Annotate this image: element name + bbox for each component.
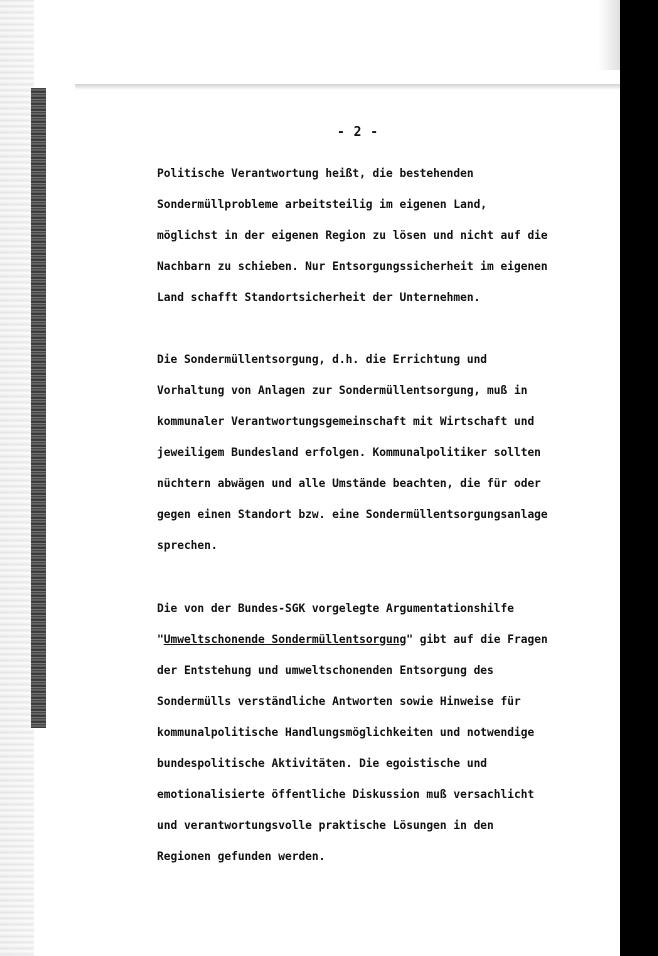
quote-close-continuation: " gibt auf die Fragen (406, 632, 548, 646)
scan-binding-strip (31, 88, 46, 728)
paragraph-1 (157, 150, 577, 321)
paragraph-3-line-6: bundespolitische Aktivitäten. Die egoistische und (157, 756, 488, 770)
paragraph-1-line-2: Sondermüllprobleme arbeitsteilig im eigenen Land, (157, 197, 488, 211)
paragraph-2-line-4: jeweiligem Bundesland erfolgen. Kommunalpolitiker sollten (157, 446, 541, 459)
paragraph-1-line-1: Politische Verantwortung heißt, die bestehenden (157, 166, 474, 180)
paragraph-1-line-4: Nachbarn zu schieben. Nur Entsorgungssicherheit im eigenen (157, 259, 548, 273)
page-number: - 2 - (337, 125, 379, 140)
paragraph-3-line-7: emotionalisierte öffentliche Diskussion muß versachlicht (157, 787, 535, 801)
paragraph-3 (157, 585, 577, 880)
paragraph-3-line-4: Sondermülls verständliche Antworten sowie Hinweise für (157, 694, 521, 708)
paragraph-1-line-5: Land schafft Standortsicherheit der Unternehmen. (157, 290, 481, 304)
paragraph-2-line-5: nüchtern abwägen und alle Umstände beachten, die für oder (157, 477, 541, 490)
paragraph-2 (157, 337, 577, 570)
paragraph-2-line-7: sprechen. (157, 539, 218, 552)
scan-top-shadow (75, 84, 620, 90)
paragraph-3-line-1: Die von der Bundes-SGK vorgelegte Argumentationshilfe (157, 601, 514, 615)
document-body (157, 150, 577, 896)
quote-open: " (157, 632, 164, 646)
paragraph-2-line-1: Die Sondermüllentsorgung, d.h. die Errichtung und (157, 353, 488, 366)
scan-black-border-right (620, 0, 658, 956)
paragraph-2-line-2: Vorhaltung von Anlagen zur Sondermüllentsorgung, muß in (157, 384, 528, 397)
paragraph-3-line-2 (157, 632, 577, 648)
paragraph-3-line-5: kommunalpolitische Handlungsmöglichkeiten und notwendige (157, 725, 535, 739)
paragraph-2-line-6: gegen einen Standort bzw. eine Sondermüllentsorgungsanlage (157, 508, 548, 521)
scan-edge-noise-left (0, 0, 34, 956)
scan-edge-gradient-right (598, 0, 620, 70)
paragraph-2-line-3: kommunaler Verantwortungsgemeinschaft mit Wirtschaft und (157, 415, 535, 428)
paragraph-1-line-3: möglichst in der eigenen Region zu lösen und nicht auf die (157, 228, 548, 242)
paragraph-3-line-3: der Entstehung und umweltschonenden Entsorgung des (157, 663, 494, 677)
paragraph-3-line-8: und verantwortungsvolle praktische Lösungen in den (157, 818, 494, 832)
paragraph-3-line-9: Regionen gefunden werden. (157, 849, 326, 863)
publication-title: Umweltschonende Sondermüllentsorgung (163, 632, 407, 646)
